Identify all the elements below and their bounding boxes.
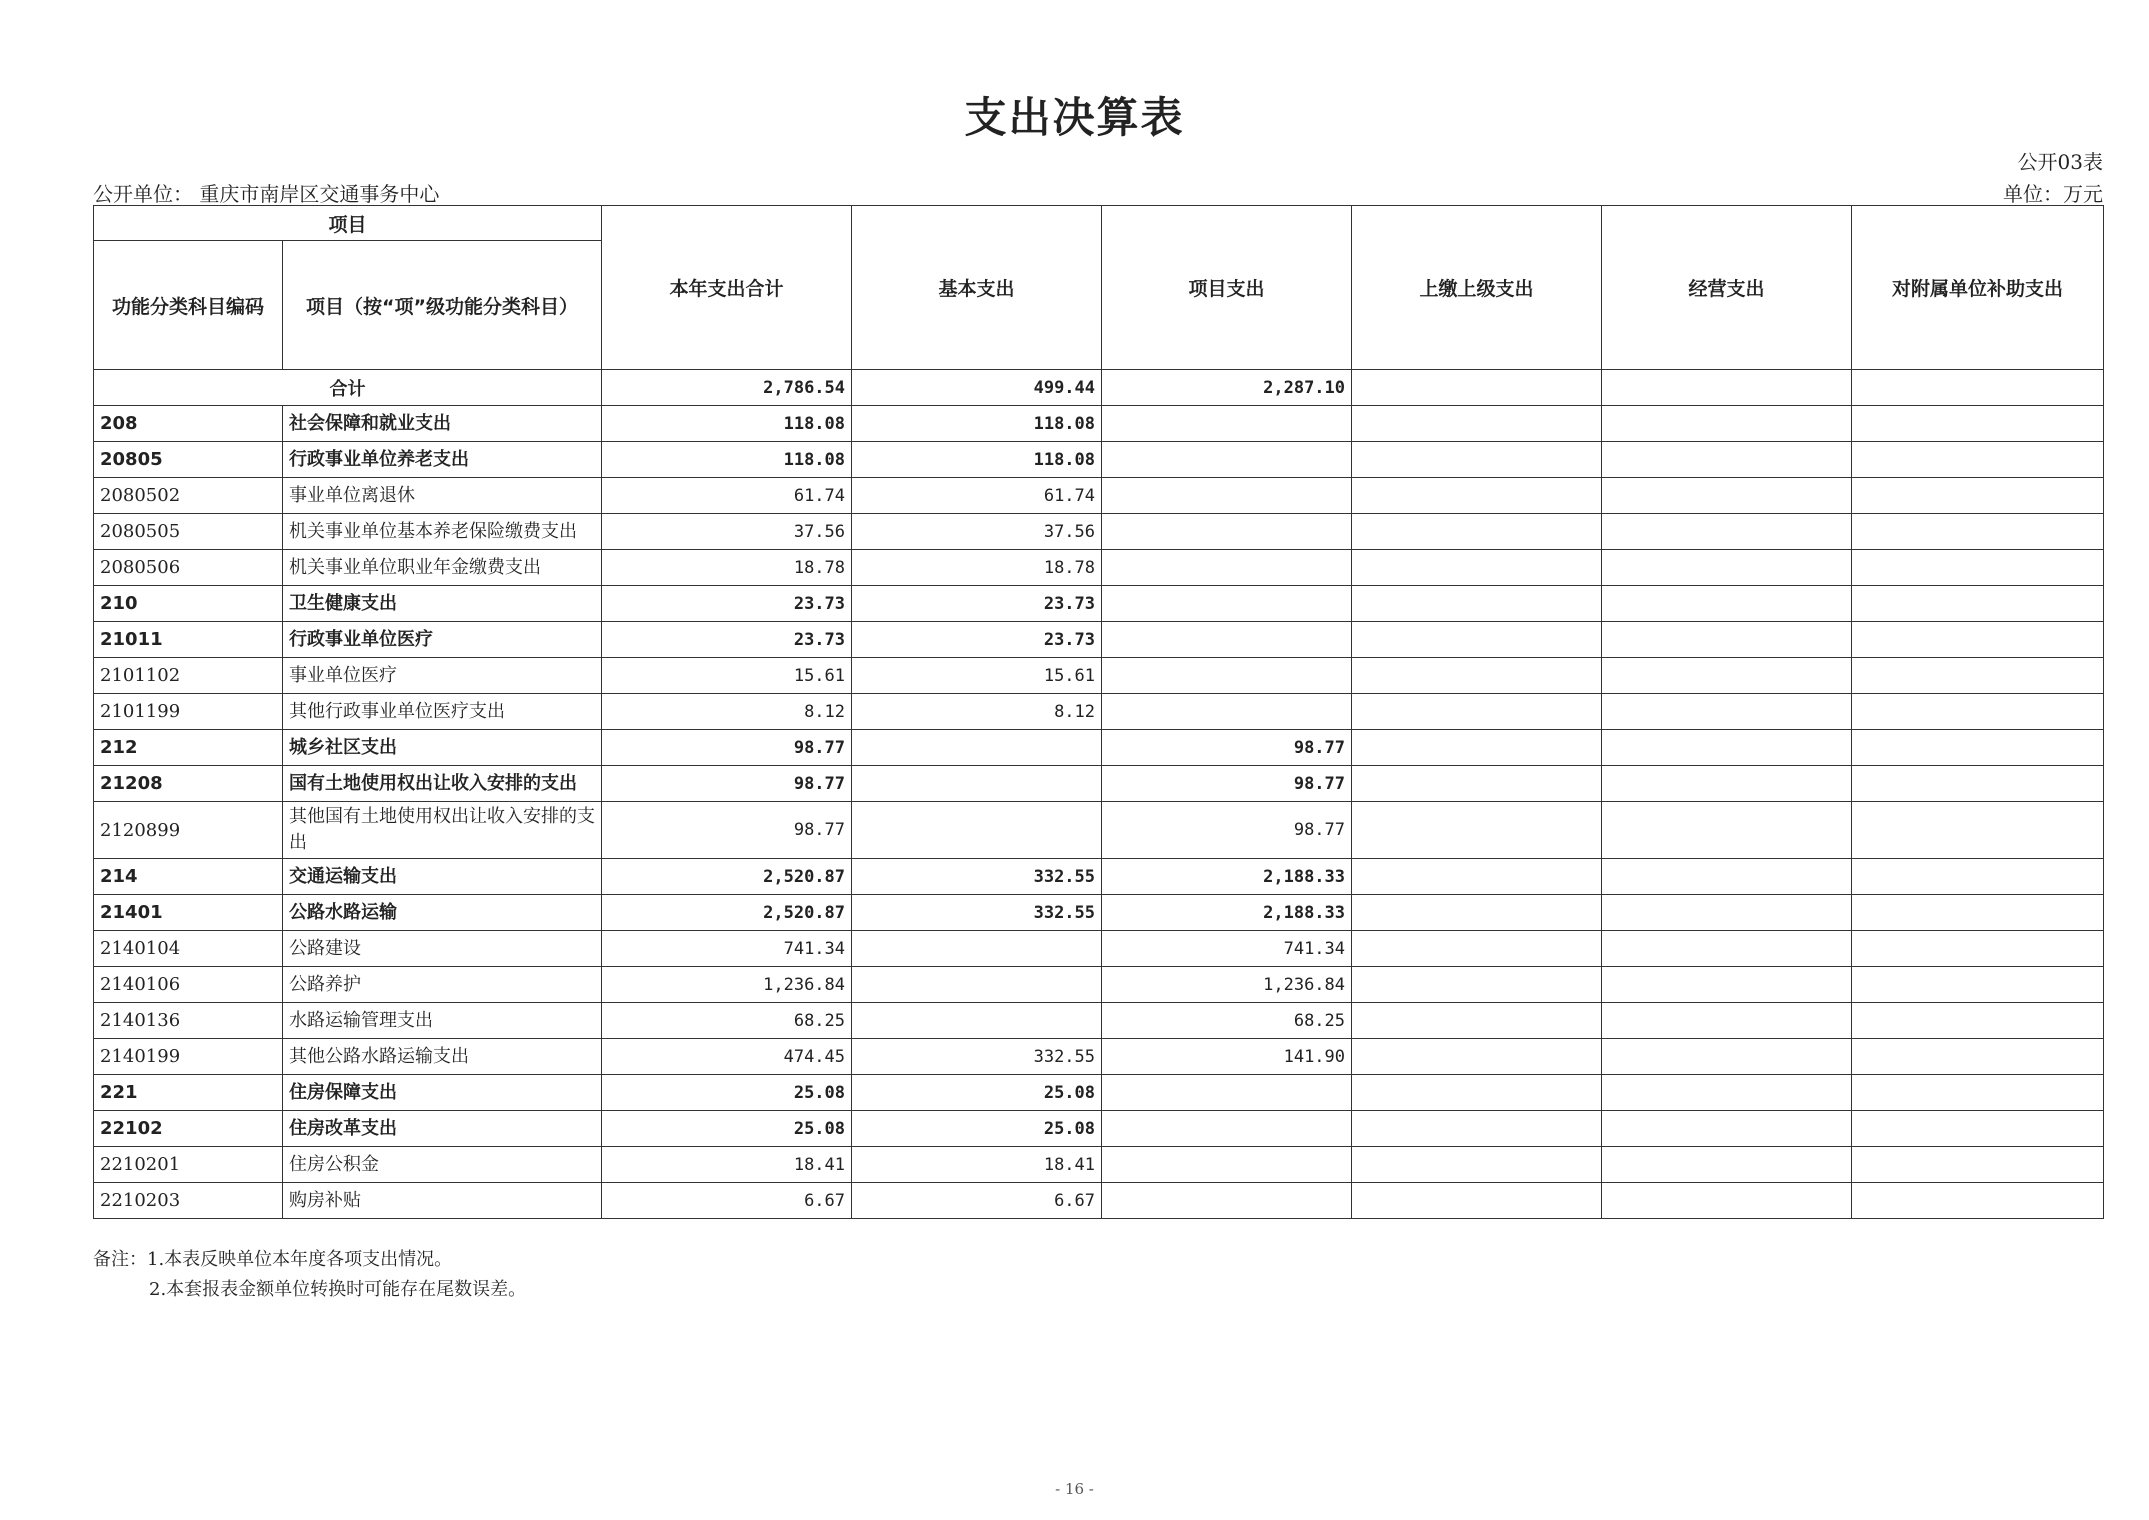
item-cell [1102,442,1352,478]
subsidy-cell [1852,442,2104,478]
upper-cell [1352,1111,1602,1147]
business-cell [1602,1111,1852,1147]
code-cell: 2120899 [94,802,283,859]
header-project: 项目 [94,206,602,241]
upper-cell [1352,730,1602,766]
name-cell: 水路运输管理支出 [283,1003,602,1039]
code-cell: 2140136 [94,1003,283,1039]
total-cell: 2,520.87 [602,859,852,895]
name-cell: 公路建设 [283,931,602,967]
item-cell: 141.90 [1102,1039,1352,1075]
subsidy-cell [1852,766,2104,802]
basic-cell: 8.12 [852,694,1102,730]
basic-cell [852,802,1102,859]
table-body [94,370,2104,1219]
item-cell: 741.34 [1102,931,1352,967]
business-cell [1602,694,1852,730]
upper-cell [1352,586,1602,622]
upper-cell [1352,514,1602,550]
subsidy-cell [1852,658,2104,694]
note-2: 2.本套报表金额单位转换时可能存在尾数误差。 [149,1279,527,1300]
upper-cell [1352,766,1602,802]
total-cell: 15.61 [602,658,852,694]
total-cell: 2,520.87 [602,895,852,931]
code-cell: 212 [94,730,283,766]
page-number: - 16 - [1055,1480,1094,1498]
business-cell [1602,1003,1852,1039]
basic-cell [852,766,1102,802]
subsidy-cell [1852,730,2104,766]
basic-cell: 332.55 [852,859,1102,895]
upper-cell [1352,478,1602,514]
total-cell: 61.74 [602,478,852,514]
code-cell: 221 [94,1075,283,1111]
item-cell [1102,1147,1352,1183]
subsidy-cell [1852,895,2104,931]
code-cell: 214 [94,859,283,895]
code-cell: 2080506 [94,550,283,586]
basic-cell: 15.61 [852,658,1102,694]
code-cell: 2210201 [94,1147,283,1183]
total-row [94,370,2104,406]
upper-cell [1352,967,1602,1003]
item-cell [1102,406,1352,442]
total-cell: 98.77 [602,766,852,802]
basic-cell: 25.08 [852,1111,1102,1147]
upper-cell [1352,1003,1602,1039]
code-cell: 22102 [94,1111,283,1147]
basic-cell: 6.67 [852,1183,1102,1219]
upper-cell [1352,406,1602,442]
upper-cell [1352,895,1602,931]
name-cell: 事业单位离退休 [283,478,602,514]
table-row [94,550,2104,586]
name-cell: 其他公路水路运输支出 [283,1039,602,1075]
subsidy-cell [1852,1147,2104,1183]
upper-cell [1352,1039,1602,1075]
business-cell [1602,1183,1852,1219]
header-total: 本年支出合计 [602,206,852,370]
total-cell: 98.77 [602,730,852,766]
code-cell: 2140106 [94,967,283,1003]
business-cell [1602,550,1852,586]
basic-cell: 61.74 [852,478,1102,514]
subsidy-cell [1852,406,2104,442]
basic-cell: 23.73 [852,622,1102,658]
amount-unit: 单位：万元 [2003,182,2103,206]
code-cell: 2210203 [94,1183,283,1219]
business-cell [1602,859,1852,895]
item-cell [1102,1111,1352,1147]
subsidy-cell [1852,478,2104,514]
name-cell: 国有土地使用权出让收入安排的支出 [283,766,602,802]
total-cell: 118.08 [602,406,852,442]
subsidy-cell [1852,1111,2104,1147]
business-cell [1602,370,1852,406]
subsidy-cell [1852,622,2104,658]
header-upper: 上缴上级支出 [1352,206,1602,370]
business-cell [1602,442,1852,478]
table-row [94,586,2104,622]
notes [93,1245,526,1305]
table-row [94,967,2104,1003]
item-cell [1102,478,1352,514]
code-cell: 2101199 [94,694,283,730]
code-cell: 21208 [94,766,283,802]
total-cell: 25.08 [602,1075,852,1111]
upper-cell [1352,442,1602,478]
business-cell [1602,586,1852,622]
basic-cell: 18.41 [852,1147,1102,1183]
upper-cell [1352,1147,1602,1183]
table-row [94,694,2104,730]
item-cell [1102,658,1352,694]
table-row [94,895,2104,931]
business-cell [1602,406,1852,442]
total-cell: 68.25 [602,1003,852,1039]
code-cell: 20805 [94,442,283,478]
total-cell: 18.78 [602,550,852,586]
subsidy-cell [1852,586,2104,622]
name-cell: 卫生健康支出 [283,586,602,622]
header-business: 经营支出 [1602,206,1852,370]
item-cell: 98.77 [1102,766,1352,802]
code-cell: 2140199 [94,1039,283,1075]
table-row [94,1003,2104,1039]
subsidy-cell [1852,514,2104,550]
basic-cell: 118.08 [852,406,1102,442]
basic-cell: 23.73 [852,586,1102,622]
subsidy-cell [1852,1183,2104,1219]
basic-cell: 25.08 [852,1075,1102,1111]
total-cell: 98.77 [602,802,852,859]
item-cell: 68.25 [1102,1003,1352,1039]
name-cell: 住房公积金 [283,1147,602,1183]
total-cell: 474.45 [602,1039,852,1075]
item-cell: 98.77 [1102,802,1352,859]
basic-cell: 332.55 [852,895,1102,931]
name-cell: 公路养护 [283,967,602,1003]
item-cell [1102,550,1352,586]
item-cell [1102,1075,1352,1111]
item-cell [1102,514,1352,550]
business-cell [1602,766,1852,802]
form-number: 公开03表 [2017,150,2103,174]
total-label: 合计 [94,370,602,406]
total-cell: 18.41 [602,1147,852,1183]
name-cell: 行政事业单位养老支出 [283,442,602,478]
subsidy-cell [1852,967,2104,1003]
subsidy-cell [1852,1075,2104,1111]
table-row [94,1183,2104,1219]
upper-cell [1352,658,1602,694]
code-cell: 2140104 [94,931,283,967]
code-cell: 2080502 [94,478,283,514]
item-cell: 2,287.10 [1102,370,1352,406]
subsidy-cell [1852,931,2104,967]
business-cell [1602,478,1852,514]
total-cell: 23.73 [602,586,852,622]
table-row [94,478,2104,514]
name-cell: 购房补贴 [283,1183,602,1219]
table-row [94,766,2104,802]
item-cell: 2,188.33 [1102,895,1352,931]
item-cell: 1,236.84 [1102,967,1352,1003]
business-cell [1602,967,1852,1003]
code-cell: 2101102 [94,658,283,694]
name-cell: 社会保障和就业支出 [283,406,602,442]
total-cell: 2,786.54 [602,370,852,406]
table-row [94,514,2104,550]
header-subsidy: 对附属单位补助支出 [1852,206,2104,370]
subsidy-cell [1852,802,2104,859]
upper-cell [1352,1075,1602,1111]
table-row [94,658,2104,694]
name-cell: 事业单位医疗 [283,658,602,694]
total-cell: 6.67 [602,1183,852,1219]
code-cell: 21011 [94,622,283,658]
business-cell [1602,514,1852,550]
business-cell [1602,622,1852,658]
code-cell: 210 [94,586,283,622]
table-row [94,406,2104,442]
note-1: 备注：1.本表反映单位本年度各项支出情况。 [93,1249,453,1270]
business-cell [1602,802,1852,859]
upper-cell [1352,802,1602,859]
expenditure-table [93,205,2104,1219]
page-title: 支出决算表 [964,93,1185,142]
table-row [94,1111,2104,1147]
reporting-organization: 公开单位： 重庆市南岸区交通事务中心 [93,182,440,206]
business-cell [1602,1039,1852,1075]
table-row [94,1039,2104,1075]
upper-cell [1352,859,1602,895]
upper-cell [1352,622,1602,658]
code-cell: 208 [94,406,283,442]
header-basic: 基本支出 [852,206,1102,370]
table-row [94,442,2104,478]
business-cell [1602,1075,1852,1111]
basic-cell: 118.08 [852,442,1102,478]
basic-cell [852,1003,1102,1039]
business-cell [1602,730,1852,766]
business-cell [1602,895,1852,931]
basic-cell [852,931,1102,967]
header-name: 项目（按“项”级功能分类科目） [283,241,602,370]
item-cell: 2,188.33 [1102,859,1352,895]
upper-cell [1352,694,1602,730]
total-cell: 741.34 [602,931,852,967]
upper-cell [1352,370,1602,406]
total-cell: 25.08 [602,1111,852,1147]
table-row [94,730,2104,766]
upper-cell [1352,931,1602,967]
header-item: 项目支出 [1102,206,1352,370]
item-cell [1102,586,1352,622]
item-cell [1102,622,1352,658]
name-cell: 公路水路运输 [283,895,602,931]
total-cell: 23.73 [602,622,852,658]
name-cell: 交通运输支出 [283,859,602,895]
name-cell: 住房保障支出 [283,1075,602,1111]
name-cell: 其他国有土地使用权出让收入安排的支出 [283,802,602,859]
business-cell [1602,658,1852,694]
item-cell [1102,1183,1352,1219]
item-cell: 98.77 [1102,730,1352,766]
basic-cell [852,730,1102,766]
name-cell: 机关事业单位基本养老保险缴费支出 [283,514,602,550]
table-row [94,1075,2104,1111]
subsidy-cell [1852,550,2104,586]
total-cell: 37.56 [602,514,852,550]
name-cell: 城乡社区支出 [283,730,602,766]
code-cell: 2080505 [94,514,283,550]
basic-cell: 18.78 [852,550,1102,586]
basic-cell: 37.56 [852,514,1102,550]
business-cell [1602,1147,1852,1183]
name-cell: 行政事业单位医疗 [283,622,602,658]
upper-cell [1352,550,1602,586]
table-row [94,931,2104,967]
table-row [94,1147,2104,1183]
name-cell: 其他行政事业单位医疗支出 [283,694,602,730]
subsidy-cell [1852,1039,2104,1075]
basic-cell: 332.55 [852,1039,1102,1075]
business-cell [1602,931,1852,967]
total-cell: 1,236.84 [602,967,852,1003]
item-cell [1102,694,1352,730]
header-code: 功能分类科目编码 [94,241,283,370]
total-cell: 118.08 [602,442,852,478]
table-row [94,622,2104,658]
name-cell: 住房改革支出 [283,1111,602,1147]
subsidy-cell [1852,370,2104,406]
name-cell: 机关事业单位职业年金缴费支出 [283,550,602,586]
basic-cell [852,967,1102,1003]
subsidy-cell [1852,859,2104,895]
total-cell: 8.12 [602,694,852,730]
subsidy-cell [1852,1003,2104,1039]
basic-cell: 499.44 [852,370,1102,406]
table-row [94,859,2104,895]
subsidy-cell [1852,694,2104,730]
code-cell: 21401 [94,895,283,931]
table-row [94,802,2104,859]
upper-cell [1352,1183,1602,1219]
